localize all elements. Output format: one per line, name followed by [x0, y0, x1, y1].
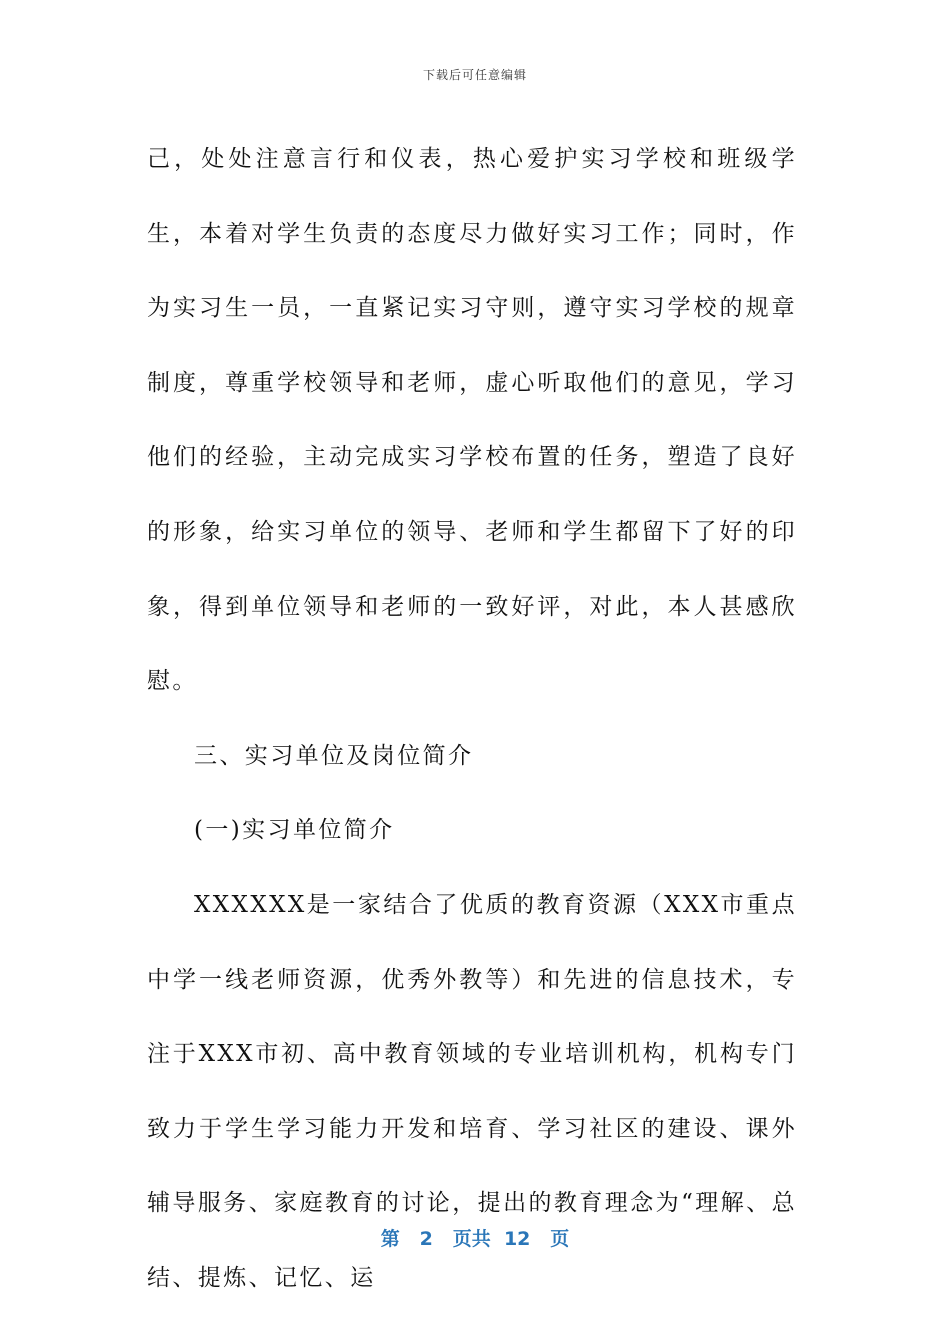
footer-prefix: 第: [380, 1228, 400, 1250]
footer-suffix: 页: [550, 1228, 570, 1250]
footer-middle: 页共: [452, 1228, 491, 1250]
page-footer: [0, 1224, 950, 1251]
subsection-heading: (一)实习单位简介: [194, 817, 395, 844]
footer-current-page: 2: [419, 1228, 433, 1250]
paragraph-unit-intro: XXXXXX是一家结合了优质的教育资源（XXX市重点中学一线老师资源，优秀外教等）和先进的信息技术，专注于XXX市初、高中教育领域的专业培训机构，机构专门致力于学生学习能力开发和培育、学习社区的建设、课外辅导服务、家庭教育的讨论，提出的教育理念为“理解、总结、提炼、记忆、运: [147, 891, 797, 1291]
document-body: [147, 122, 797, 1316]
section-heading: 三、实习单位及岗位简介: [194, 742, 474, 769]
page-header: 下载后可任意编辑: [422, 68, 527, 82]
paragraph-continuation: 己，处处注意言行和仪表，热心爱护实习学校和班级学生，本着对学生负责的态度尽力做好实习工作；同时，作为实习生一员，一直紧记实习守则，遵守实习学校的规章制度，尊重学校领导和老师，虚心听取他们的意见，学习他们的经验，主动完成实习学校布置的任务，塑造了良好的形象，给实习单位的领导、老师和学生都留下了好的印象，得到单位领导和老师的一致好评，对此，本人甚感欣慰。: [147, 146, 797, 695]
footer-total-pages: 12: [503, 1228, 531, 1250]
